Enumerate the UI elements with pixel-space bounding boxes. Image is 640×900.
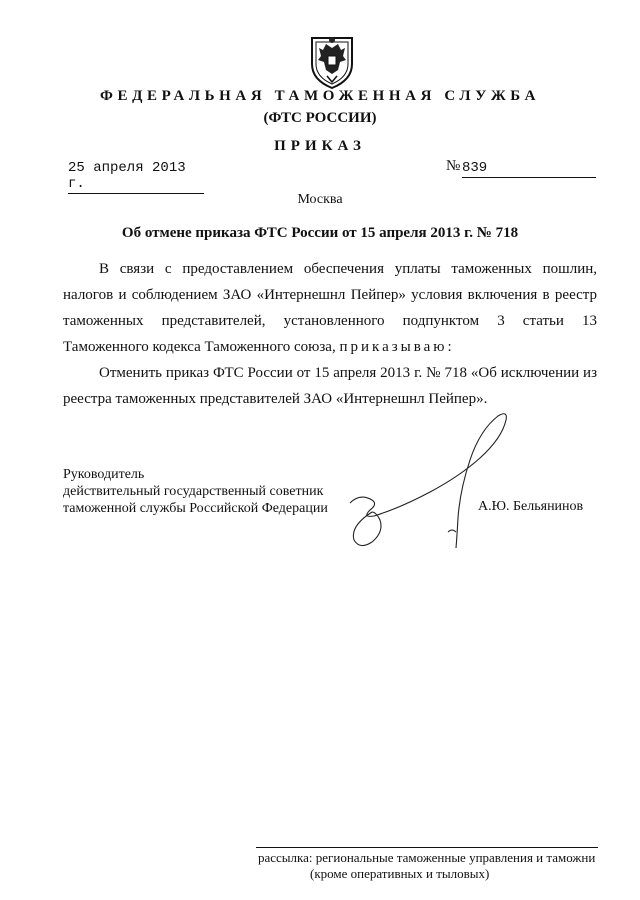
- order-date: 25 апреля 2013 г.: [68, 160, 204, 194]
- agency-short-title: (ФТС РОССИИ): [263, 110, 377, 126]
- order-number: 839: [462, 160, 596, 178]
- order-word: приказываю:: [339, 339, 455, 355]
- agency-title: ФЕДЕРАЛЬНАЯ ТАМОЖЕННАЯ СЛУЖБА: [99, 88, 541, 104]
- body-paragraph-1-text: В связи с предоставлением обеспечения уплаты таможенных пошлин, налогов и соблюдением ЗАО «Интернешнл Пейпер» условия включения в реестр таможенных представителей, установленного подпунктом 3 статьи 13 Таможенного кодекса Таможенного союза,: [63, 261, 597, 355]
- signatory-name: А.Ю. Бельянинов: [478, 499, 584, 514]
- signatory-line-3: таможенной службы Российской Федерации: [63, 501, 328, 516]
- document-type: ПРИКАЗ: [274, 138, 366, 154]
- order-subject: Об отмене приказа ФТС России от 15 апреля 2013 г. № 718: [121, 225, 519, 241]
- distribution-line-2: (кроме оперативных и тыловых): [310, 866, 490, 881]
- body-paragraph-2: Отменить приказ ФТС России от 15 апреля 2013 г. № 718 «Об исключении из реестра таможенных представителей ЗАО «Интернешнл Пейпер».: [63, 365, 597, 407]
- signatory-title: [63, 466, 328, 517]
- handwritten-signature: [330, 408, 530, 558]
- body-paragraph-1: [63, 256, 597, 360]
- city: Москва: [297, 192, 343, 207]
- signatory-line-2: действительный государственный советник: [63, 484, 324, 499]
- coat-of-arms-icon: [306, 30, 358, 90]
- signatory-line-1: Руководитель: [63, 467, 145, 482]
- distribution-line-1: рассылка: региональные таможенные управления и таможни: [258, 850, 596, 865]
- order-number-label: №: [446, 158, 461, 174]
- distribution-divider: [256, 847, 598, 848]
